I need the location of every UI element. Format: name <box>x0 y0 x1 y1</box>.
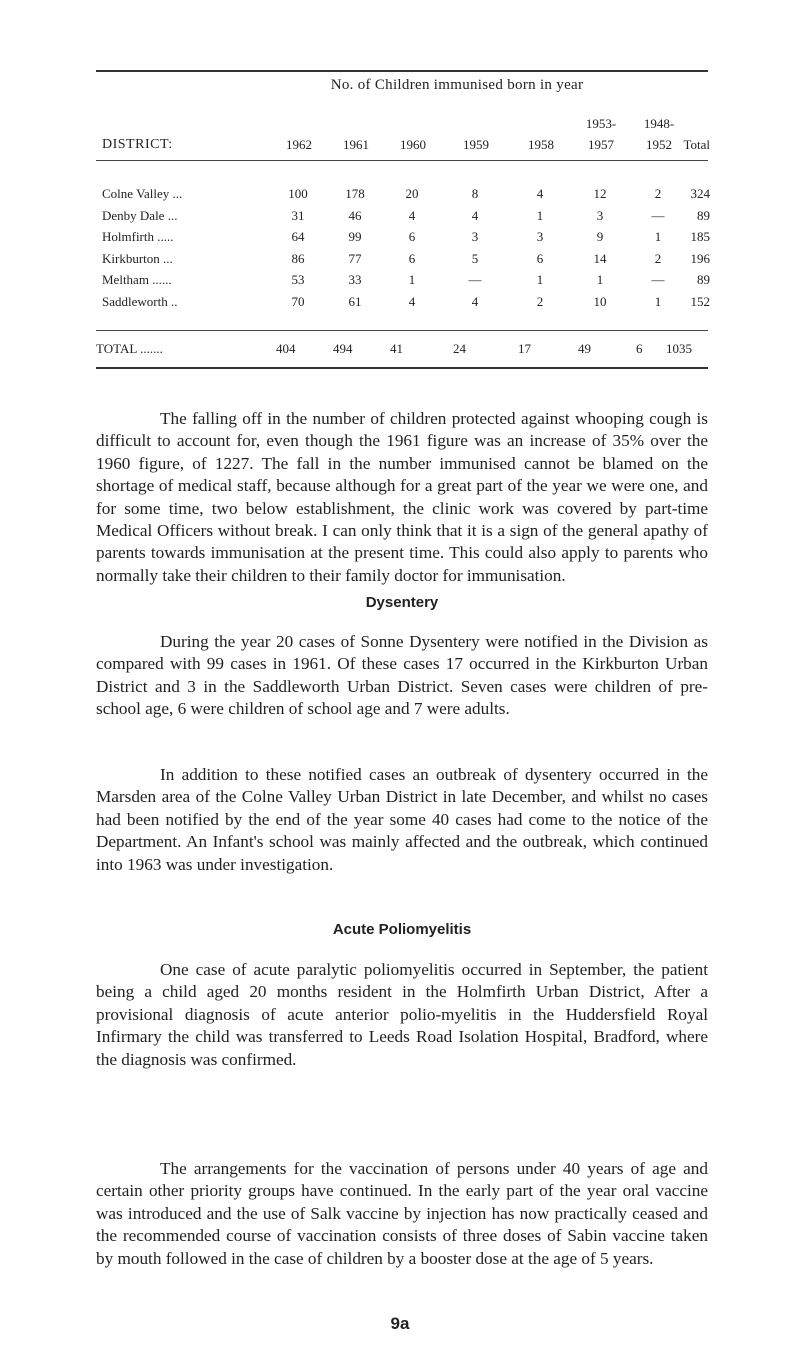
table-top-rule <box>96 70 708 72</box>
cell-value: — <box>468 272 482 287</box>
cell-total: 185 <box>690 229 710 244</box>
paragraph: During the year 20 cases of Sonne Dysentery were notified in the Division as compared with 99 cases in 1961. Of these cases 17 occurred in the Kirkburton Urban District and 3 in the Saddleworth Urban District. Seven cases were children of pre-school age, 6 were children of school age and 7 were adults. <box>96 632 708 719</box>
cell-total: 89 <box>697 272 710 287</box>
table-header <box>96 94 708 160</box>
cell-value: 99 <box>348 229 362 244</box>
cell-value: 8 <box>471 186 479 201</box>
cell-value: 53 <box>291 272 305 287</box>
cell-value: 24 <box>453 341 466 356</box>
cell-total: 324 <box>690 186 710 201</box>
cell-value: 46 <box>348 207 362 223</box>
cell-value: 70 <box>291 293 305 309</box>
cell-value: 2 <box>536 293 544 309</box>
table-super-header: No. of Children immunised born in year <box>330 77 584 93</box>
page-number: 9a <box>390 1314 410 1333</box>
cell-value: 6 <box>536 250 544 266</box>
cell-value: 3 <box>471 229 479 244</box>
cell-total: 152 <box>690 293 710 309</box>
heading-dysentery: Dysentery <box>365 594 439 611</box>
col-header-1959: 1959 <box>463 137 489 152</box>
cell-value: 4 <box>408 207 416 223</box>
cell-value: 1 <box>408 272 416 287</box>
district-name: Meltham ...... <box>102 272 172 287</box>
table-body <box>96 183 708 312</box>
district-name: Holmfirth ..... <box>102 229 174 244</box>
col-header-1948-line1: 1948- <box>643 116 675 131</box>
table-row <box>96 205 708 227</box>
district-header: DISTRICT: <box>102 137 173 152</box>
paragraph: In addition to these notified cases an outbreak of dysentery occurred in the Marsden area of the Colne Valley Urban District in late December, and whilst no cases had been notified by the end of the year some 40 cases had come to the notice of the Department. An Infant's school was mainly affected and the outbreak, which continued into 1963 was under investigation. <box>96 765 708 874</box>
cell-value: 9 <box>596 229 604 244</box>
cell-value: 31 <box>291 207 305 223</box>
col-header-1953-line2: 1957 <box>588 137 614 152</box>
heading-poliomyelitis: Acute Poliomyelitis <box>332 921 472 938</box>
paragraph: The falling off in the number of children protected against whooping cough is difficult to account for, even though the 1961 figure was an increase of 35% over the 1960 figure, of 1227. The fall in the number immunised cannot be blamed on the shortage of medical staff, because although for a great part of the year we were one, and for some time, two below establishment, the clinic work was covered by part-time Medical Officers without break. I can only think that it is a sign of the general apathy of parents towards immunisation at the present time. This could also apply to parents who normally take their children to their family doctor for immunisation. <box>96 409 708 585</box>
dysentery-text-2 <box>96 764 708 876</box>
district-name: Saddleworth .. <box>102 293 178 309</box>
cell-value: 178 <box>345 186 365 201</box>
cell-value: 49 <box>578 341 591 356</box>
cell-value: 12 <box>593 186 607 201</box>
cell-value: 64 <box>291 229 305 244</box>
cell-total: 1035 <box>666 341 692 356</box>
district-name: Denby Dale ... <box>102 207 178 223</box>
cell-value: 14 <box>593 250 607 266</box>
cell-value: 494 <box>333 341 353 356</box>
cell-value: 1 <box>536 207 544 223</box>
cell-value: — <box>651 207 665 223</box>
cell-value: 3 <box>536 229 544 244</box>
table-row <box>96 291 708 313</box>
col-header-1953-line1: 1953- <box>585 116 617 131</box>
paragraph: One case of acute paralytic poliomyelitis occurred in September, the patient being a child aged 20 months resident in the Holmfirth Urban District, After a provisional diagnosis of acute anterior polio-myelitis in the Huddersfield Royal Infirmary the child was transferred to Leeds Road Isolation Hospital, Bradford, where the diagnosis was confirmed. <box>96 960 708 1069</box>
cell-value: 404 <box>276 341 296 356</box>
cell-value: 10 <box>593 293 607 309</box>
cell-value: 20 <box>405 186 419 201</box>
immunisation-table <box>96 70 708 369</box>
district-name: TOTAL ....... <box>96 341 163 356</box>
cell-value: 4 <box>471 293 479 309</box>
cell-value: 4 <box>408 293 416 309</box>
cell-value: 41 <box>390 341 403 356</box>
district-name: Colne Valley ... <box>102 186 183 201</box>
col-header-1960: 1960 <box>400 137 426 152</box>
table-row <box>96 226 708 248</box>
col-header-1948-line2: 1952 <box>646 137 672 152</box>
cell-value: 4 <box>536 186 544 201</box>
cell-value: 6 <box>408 250 416 266</box>
cell-value: 5 <box>471 250 479 266</box>
table-total-row <box>96 331 708 367</box>
cell-value: 61 <box>348 293 362 309</box>
cell-value: 100 <box>288 186 308 201</box>
cell-total: 89 <box>697 207 710 223</box>
cell-value: 86 <box>291 250 305 266</box>
cell-value: 2 <box>654 186 662 201</box>
paragraph: The arrangements for the vaccination of persons under 40 years of age and certain other priority groups have continued. In the early part of the year oral vaccine was introduced and the use of Salk vaccine by injection has now practically ceased and the recommended course of vaccination consists of three doses of Sabin vaccine taken by mouth followed in the case of children by a booster dose at the age of 5 years. <box>96 1159 708 1268</box>
cell-value: 17 <box>518 341 531 356</box>
dysentery-text-1 <box>96 631 708 721</box>
polio-text-1 <box>96 959 708 1071</box>
cell-value: — <box>651 272 665 287</box>
table-row <box>96 248 708 270</box>
polio-text-2 <box>96 1158 708 1270</box>
district-name: Kirkburton ... <box>102 250 173 266</box>
cell-value: 4 <box>471 207 479 223</box>
table-bottom-rule <box>96 367 708 369</box>
cell-value: 6 <box>408 229 416 244</box>
col-header-1958: 1958 <box>528 137 554 152</box>
cell-value: 3 <box>596 207 604 223</box>
table-row <box>96 269 708 291</box>
whooping-cough-text <box>96 408 708 587</box>
cell-value: 77 <box>348 250 362 266</box>
cell-value: 6 <box>636 341 643 356</box>
table-row <box>96 183 708 205</box>
col-header-1961: 1961 <box>343 137 369 152</box>
cell-value: 1 <box>654 229 662 244</box>
cell-value: 2 <box>654 250 662 266</box>
cell-value: 1 <box>596 272 604 287</box>
col-header-total: Total <box>683 137 710 152</box>
col-header-1962: 1962 <box>286 137 312 152</box>
cell-value: 33 <box>348 272 362 287</box>
cell-value: 1 <box>536 272 544 287</box>
cell-value: 1 <box>654 293 662 309</box>
cell-total: 196 <box>690 250 710 266</box>
